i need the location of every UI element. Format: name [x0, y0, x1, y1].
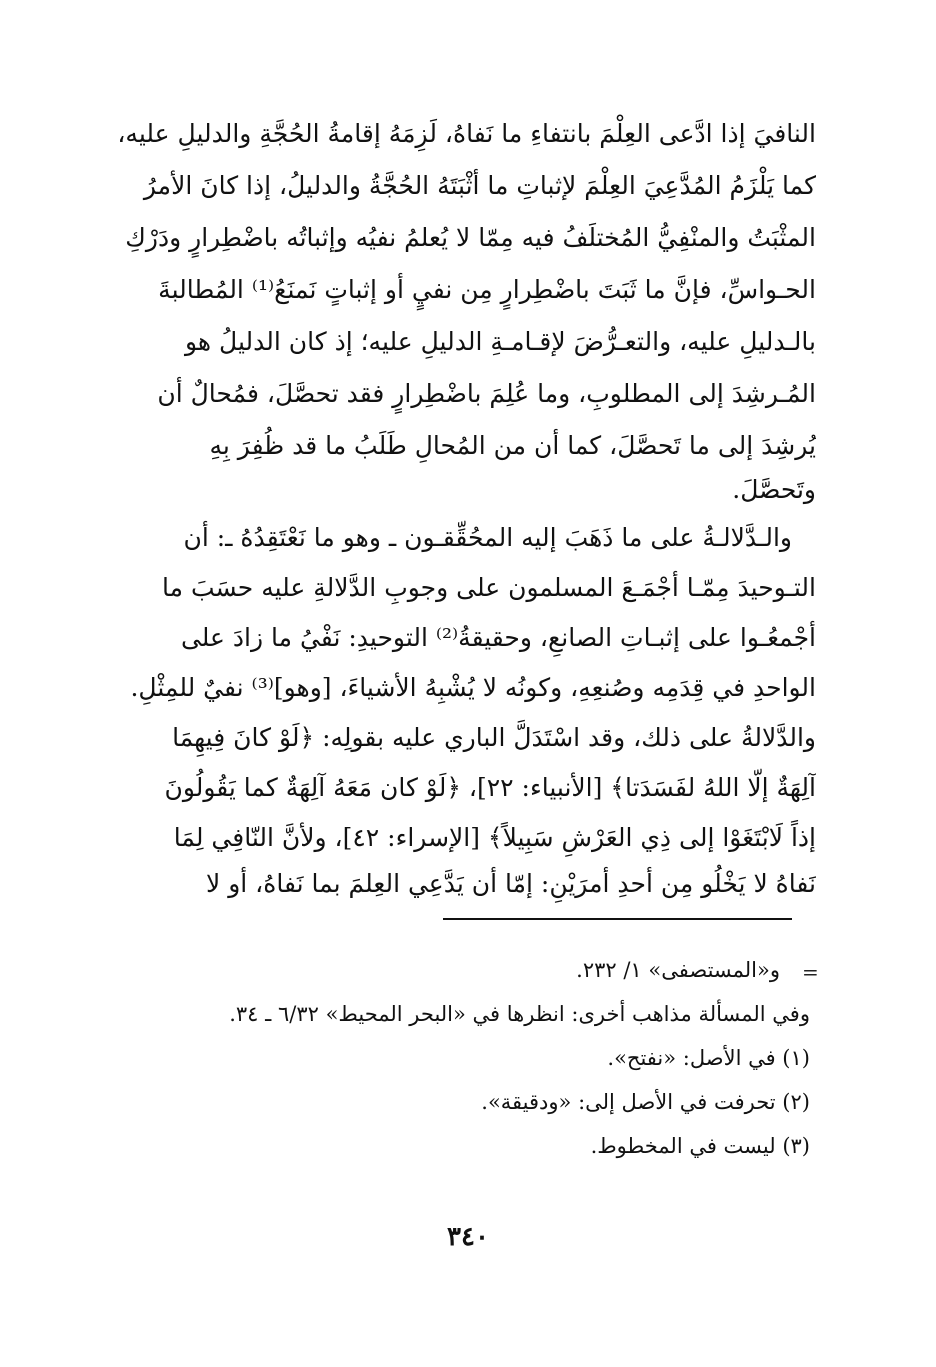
text-line: وتَحصَّلَ. [732, 475, 816, 504]
footnote-line: وفي المسألة مذاهب أخرى: انظرها في «البحر المحيط» ٦/٣٢ ـ ٣٤. [229, 1002, 810, 1026]
text-line: بالـدليلِ عليه، والتعـرُّضَ لإقـامـةِ الدليلِ عليه؛ إذ كان الدليلُ هو [184, 327, 816, 356]
text-line: الواحدِ في قِدَمِه وصُنعِهِ، وكونُه لا يُشْبِهُ الأشياءَ، [وهو]⁽³⁾ نفيٌ للمِثْلِ. [130, 673, 816, 702]
footnote-item: (١) في الأصل: «نفتح». [607, 1046, 810, 1070]
continuation-mark: = [802, 960, 819, 984]
text-line: النافيَ إذا ادَّعى العِلْمَ بانتفاءِ ما نَفاهُ، لَزِمَهُ إقامةُ الحُجَّةِ والدليلِ عليه، [117, 119, 816, 148]
text-line: كما يَلْزَمُ المُدَّعِيَ العِلْمَ لإثباتِ ما أثْبَتَهُ الحُجَّةُ والدليلُ، إذا كانَ الأمرُ [143, 171, 816, 200]
footnote-item: (٣) ليست في المخطوط. [590, 1134, 810, 1158]
text-line: والدَّلالةُ على ذلك، وقد اسْتَدَلَّ الباري عليه بقولِه: ﴿لَوْ كانَ فِيهِمَا [172, 723, 816, 752]
text-line: المُـرشِدَ إلى المطلوبِ، وما عُلِمَ باضْطِرارٍ فقد تحصَّلَ، فمُحالٌ أن [157, 379, 816, 408]
text-line: الحـواسِّ، فإنَّ ما ثَبَتَ باضْطِرارٍ مِن نفيٍ أو إثباتٍ نَمنَعُ⁽¹⁾ المُطالبةَ [158, 275, 816, 304]
text-line: آلِهَةٌ إلّا اللهُ لفَسَدَتا﴾ [الأنبياء: ٢٢]، ﴿لَوْ كان مَعَهُ آلِهَةٌ كما يَقُولُونَ [164, 773, 816, 802]
footnote-separator [443, 918, 792, 920]
footnote-line: و«المستصفى» ١/ ٢٣٢. [576, 958, 780, 982]
text-line: المثْبَتُ والمنْفِيُّ المُختلَفُ فيه مِمّا لا يُعلمُ نفيُه وإثباتُه باضْطِرارٍ ودَرْكِ [125, 223, 816, 252]
text-line: أجْمعُـوا على إثبـاتِ الصانعِ، وحقيقةُ⁽²⁾ التوحيدِ: نَفْيُ ما زادَ على [180, 623, 816, 652]
text-line: التـوحيدَ مِمّـا أجْمَـعَ المسلمون على وجوبِ الدَّلالةِ عليه حسَبَ ما [161, 573, 816, 602]
text-line: والـدَّلالـةُ على ما ذَهَبَ إليه المحُقِّقـون ـ وهو ما نَعْتَقِدُهُ ـ: أن [183, 523, 792, 552]
footnote-item: (٢) تحرفت في الأصل إلى: «ودقيقة». [481, 1090, 810, 1114]
text-line: نَفاهُ لا يَخْلُو مِن أحدِ أمرَيْنِ: إمّا أن يَدَّعِي العِلمَ بما نَفاهُ، أو لا [206, 869, 816, 898]
text-line: إذاً لَابْتَغَوْا إلى ذِي العَرْشِ سَبِيلاً﴾ [الإسراء: ٤٢]، ولأنَّ النّافِي لِمَا [173, 823, 816, 852]
page-number: ٣٤٠ [447, 1222, 489, 1252]
text-line: يُرشِدَ إلى ما تَحصَّلَ، كما أن من المُحالِ طَلَبُ ما قد ظُفِرَ بِهِ [209, 431, 816, 460]
